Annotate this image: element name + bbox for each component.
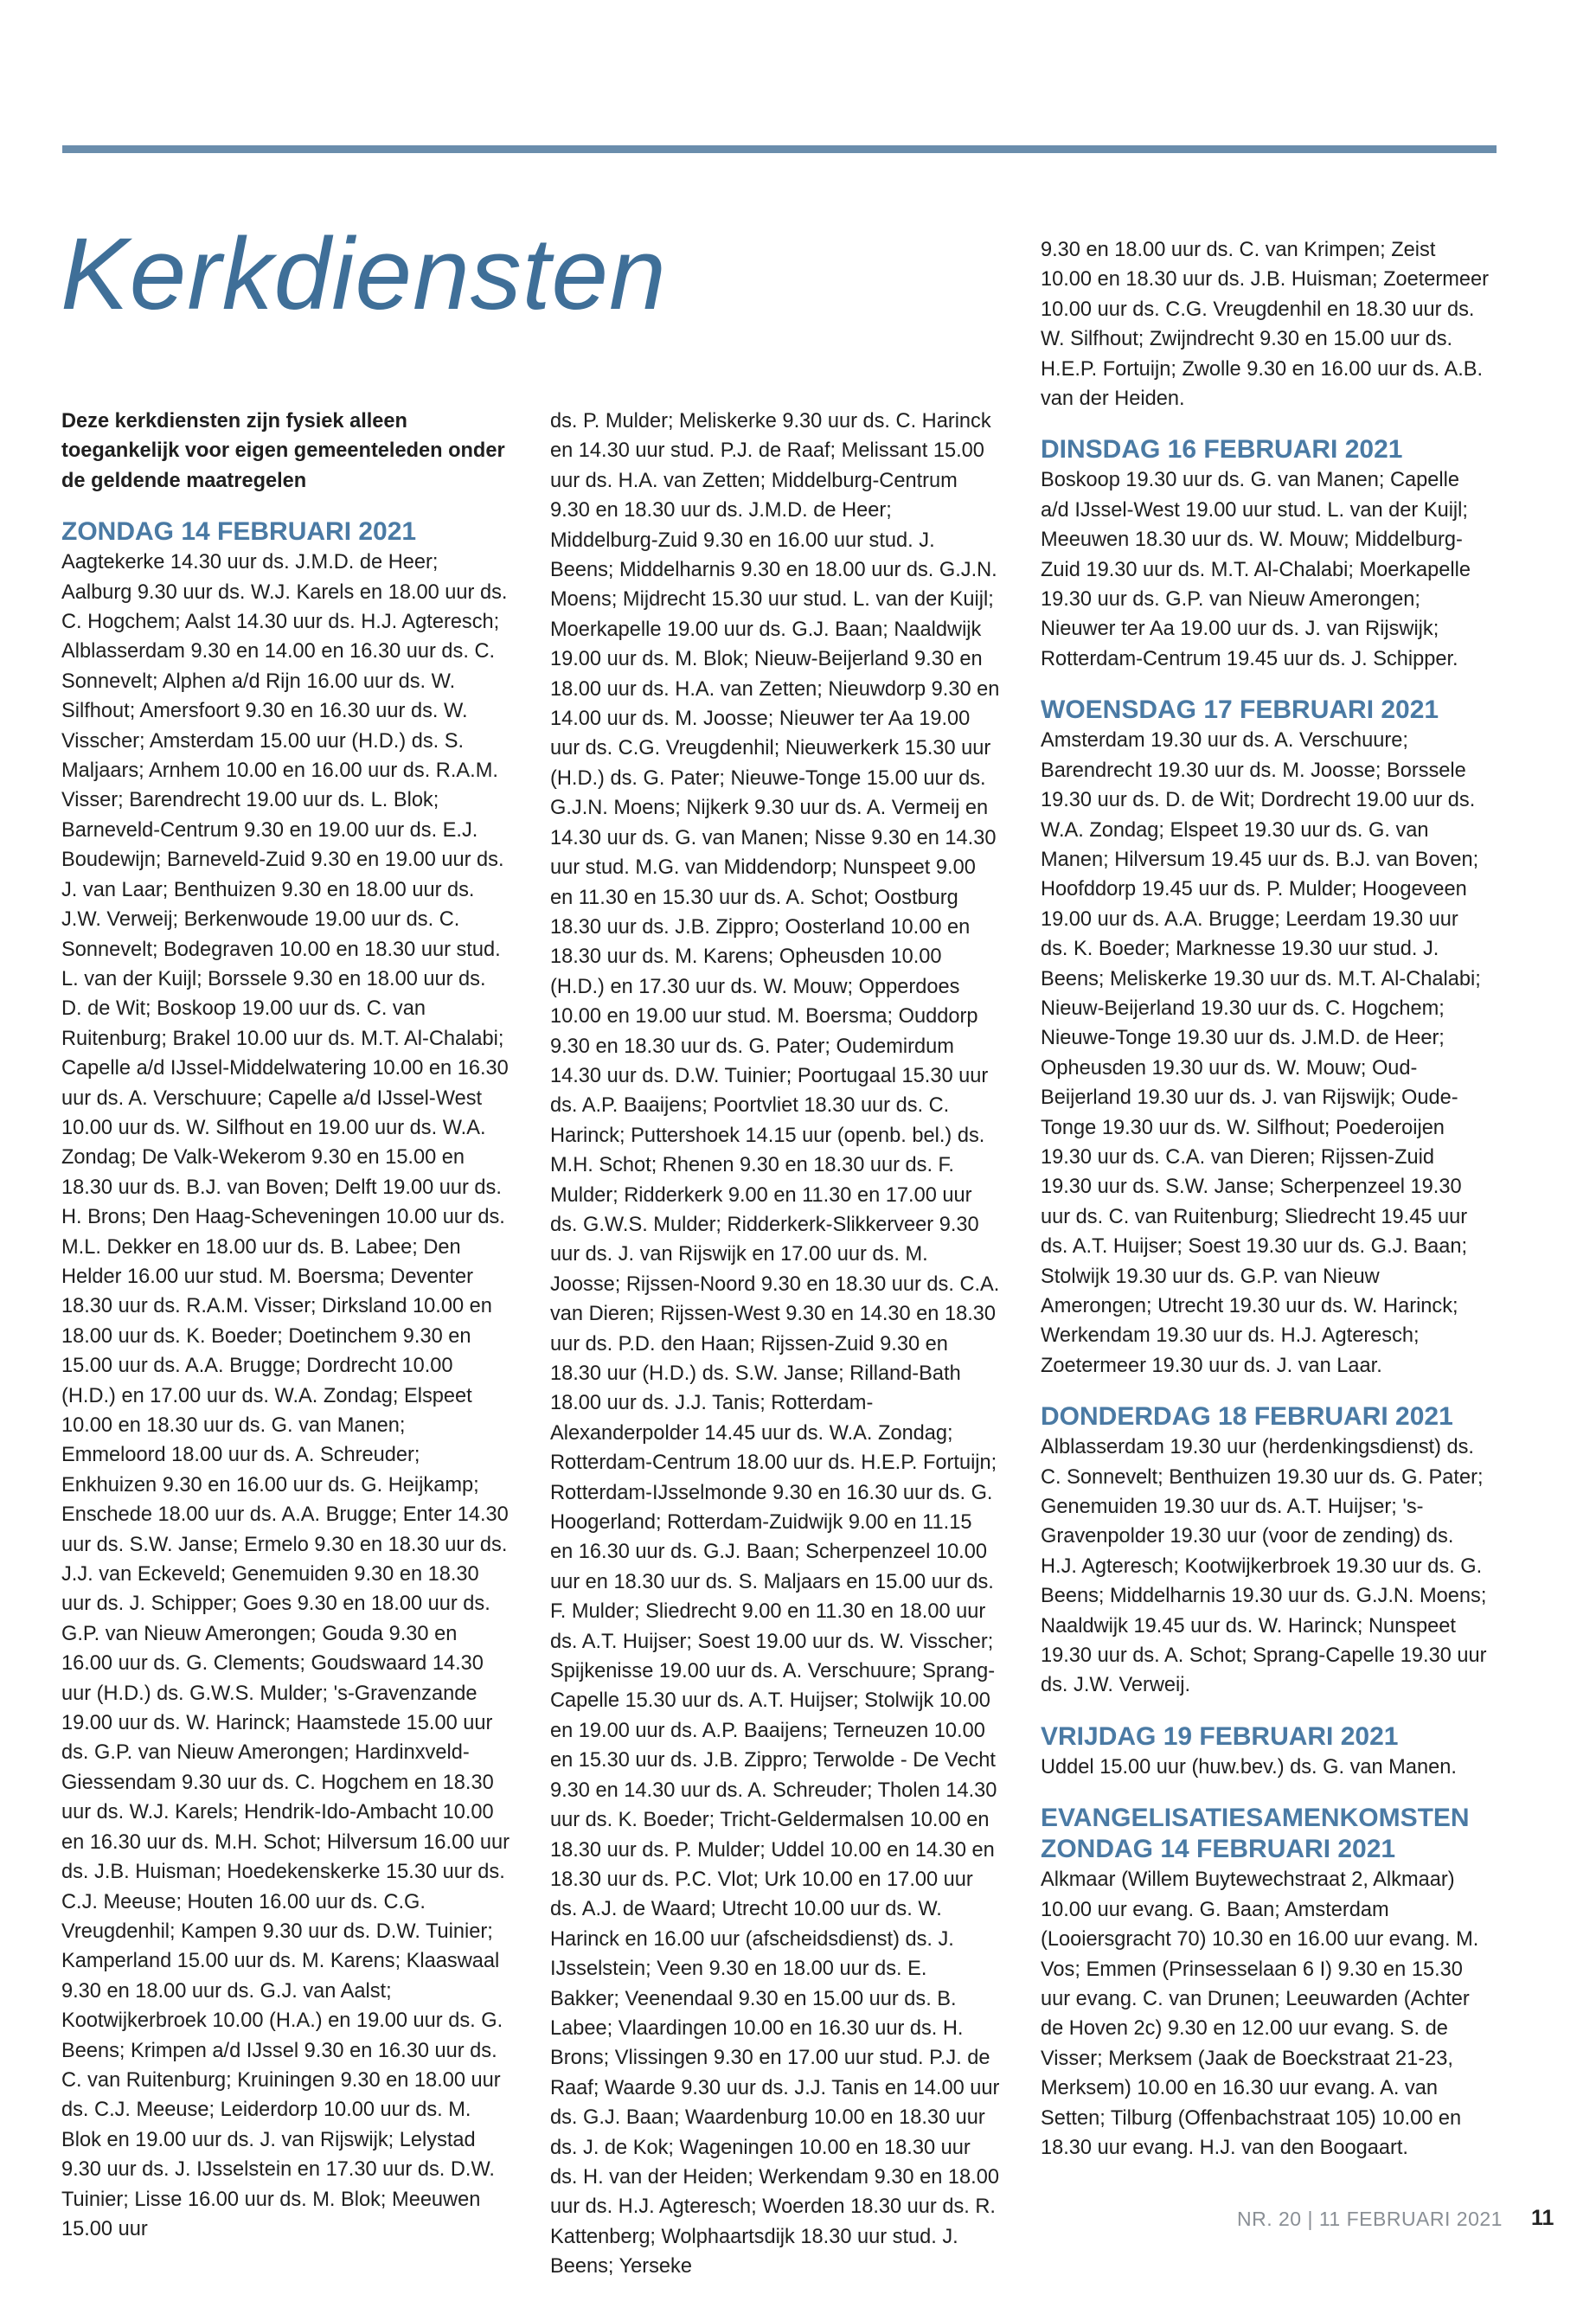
section-heading-thursday: DONDERDAG 18 FEBRUARI 2021 (1041, 1402, 1453, 1432)
section-heading-sunday: ZONDAG 14 FEBRUARI 2021 (61, 517, 417, 547)
top-rule (62, 145, 1497, 153)
section-text-sunday-continued: ds. P. Mulder; Meliskerke 9.30 uur ds. C. Harinck en 14.30 uur stud. P.J. de Raaf; Melissant 15.00 uur ds. H.A. van Zetten; Middelburg-Centrum 9.30 en 18.30 uur ds. J.M.D. de Heer; Middelburg-Zuid 9.30 en 16.00 uur stud. J. Beens; Middelharnis 9.30 en 18.00 uur ds. G.J.N. Moens; Mijdrecht 15.30 uur stud. L. van der Kuijl; Moerkapelle 19.00 uur ds. G.J. Baan; Naaldwijk 19.00 uur ds. M. Blok; Nieuw-Beijerland 9.30 en 18.00 uur ds. H.A. van Zetten; Nieuwdorp 9.30 en 14.00 uur ds. M. Joosse; Nieuwer ter Aa 19.00 uur ds. C.G. Vreugdenhil; Nieuwerkerk 15.30 uur (H.D.) ds. G. Pater; Nieuwe-Tonge 15.00 uur ds. G.J.N. Moens; Nijkerk 9.30 uur ds. A. Vermeij en 14.30 uur ds. G. van Manen; Nisse 9.30 en 14.30 uur stud. M.G. van Middendorp; Nunspeet 9.00 en 11.30 en 15.30 uur ds. A. Schot; Oostburg 18.30 uur ds. J.B. Zippro; Oosterland 10.00 en 18.30 uur ds. M. Karens; Opheusden 10.00 (H.D.) en 17.30 uur ds. W. Mouw; Opperdoes 10.00 en 19.00 uur stud. M. Boersma; Ouddorp 9.30 en 18.30 uur ds. G. Pater; Oudemirdum 14.30 uur ds. D.W. Tuinier; Poortugaal 15.30 uur ds. A.P. Baaijens; Poortvliet 18.30 uur ds. C. Harinck; Puttershoek 14.15 uur (openb. bel.) ds. M.H. Schot; Rhenen 9.30 en 18.30 uur ds. F. Mulder; Ridderkerk 9.00 en 11.30 en 17.00 uur ds. G.W.S. Mulder; Ridderkerk-Slikkerveer 9.30 uur ds. J. van Rijswijk en 17.00 uur ds. M. Joosse; Rijssen-Noord 9.30 en 18.30 uur ds. C.A. van Dieren; Rijssen-West 9.30 en 14.30 en 18.30 uur ds. P.D. den Haan; Rijssen-Zuid 9.30 en 18.30 uur (H.D.) ds. S.W. Janse; Rilland-Bath 18.00 uur ds. J.J. Tanis; Rotterdam-Alexanderpolder 14.45 uur ds. W.A. Zondag; Rotterdam-Centrum 18.00 uur ds. H.E.P. Fortuijn; Rotterdam-IJsselmonde 9.30 en 16.30 uur ds. G. Hoogerland; Rotterdam-Zuidwijk 9.00 en 11.15 en 16.30 uur ds. G.J. Baan; Scherpenzeel 10.00 uur en 18.30 uur ds. S. Maljaars en 15.00 uur ds. F. Mulder; Sliedrecht 9.00 en 11.30 en 18.00 uur ds. A.T. Huijser; Soest 19.00 uur ds. W. Visscher; Spijkenisse 19.00 uur ds. A. Verschuure; Sprang-Capelle 15.30 uur ds. A.T. Huijser; Stolwijk 10.00 en 19.00 uur ds. A.P. Baaijens; Terneuzen 10.00 en 15.30 uur ds. J.B. Zippro; Terwolde - De Vecht 9.30 en 14.30 uur ds. A. Schreuder; Tholen 14.30 uur ds. K. Boeder; Tricht-Geldermalsen 10.00 en 18.30 uur ds. P. Mulder; Uddel 10.00 en 14.30 en 18.30 uur ds. P.C. Vlot; Urk 10.00 en 17.00 uur ds. A.J. de Waard; Utrecht 10.00 uur ds. W. Harinck en 16.00 uur (afscheidsdienst) ds. J. IJsselstein; Veen 9.30 en 18.00 uur ds. E. Bakker; Veenendaal 9.30 en 15.00 uur ds. B. Labee; Vlaardingen 10.00 en 16.30 uur ds. H. Brons; Vlissingen 9.30 en 17.00 uur stud. P.J. de Raaf; Waarde 9.30 uur ds. J.J. Tanis en 14.00 uur ds. G.J. Baan; Waardenburg 10.00 en 18.30 uur ds. J. de Kok; Wageningen 10.00 en 18.30 uur ds. H. van der Heiden; Werkendam 9.30 en 18.00 uur ds. H.J. Agteresch; Woerden 18.30 uur ds. R. Kattenberg; Wolphaartsdijk 18.30 uur stud. J. Beens; Yerseke (550, 410, 1000, 2279)
page-number: 11 (1531, 2206, 1554, 2230)
section-text-wednesday: Amsterdam 19.30 uur ds. A. Verschuure; Barendrecht 19.30 uur ds. M. Joosse; Borssele 19.30 uur ds. D. de Wit; Dordrecht 19.00 uur ds. W.A. Zondag; Elspeet 19.30 uur ds. G. van Manen; Hilversum 19.45 uur ds. B.J. van Boven; Hoofddorp 19.45 uur ds. P. Mulder; Hoogeveen 19.00 uur ds. A.A. Brugge; Leerdam 19.30 uur ds. K. Boeder; Marknesse 19.30 uur stud. J. Beens; Meliskerke 19.30 uur ds. M.T. Al-Chalabi; Nieuw-Beijerland 19.30 uur ds. C. Hogchem; Nieuwe-Tonge 19.30 uur ds. J.M.D. de Heer; Opheusden 19.30 uur ds. W. Mouw; Oud-Beijerland 19.30 uur ds. J. van Rijswijk; Oude-Tonge 19.30 uur ds. W. Silfhout; Poederoijen 19.30 uur ds. C.A. van Dieren; Rijssen-Zuid 19.30 uur ds. S.W. Janse; Scherpenzeel 19.30 uur ds. C. van Ruitenburg; Sliedrecht 19.45 uur ds. A.T. Huijser; Soest 19.30 uur ds. G.J. Baan; Stolwijk 19.30 uur ds. G.P. van Nieuw Amerongen; Utrecht 19.30 uur ds. W. Harinck; Werkendam 19.30 uur ds. H.J. Agteresch; Zoetermeer 19.30 uur ds. J. van Laar. (1041, 729, 1481, 1377)
section-heading-wednesday: WOENSDAG 17 FEBRUARI 2021 (1041, 695, 1439, 725)
section-heading-friday: VRIJDAG 19 FEBRUARI 2021 (1041, 1721, 1399, 1751)
column-1 (61, 407, 511, 2244)
section-text-tuesday: Boskoop 19.30 uur ds. G. van Manen; Capelle a/d IJssel-West 19.00 uur stud. L. van der Kuijl; Meeuwen 18.30 uur ds. W. Mouw; Middelburg-Zuid 19.30 uur ds. M.T. Al-Chalabi; Moerkapelle 19.30 uur ds. G.P. van Nieuw Amerongen; Nieuwer ter Aa 19.00 uur ds. J. van Rijswijk; Rotterdam-Centrum 19.45 uur ds. J. Schipper. (1041, 469, 1471, 670)
section-text-evangelisation: Alkmaar (Willem Buytewechstraat 2, Alkmaar) 10.00 uur evang. G. Baan; Amsterdam (Looiersgracht 70) 10.30 en 16.00 uur evang. M. Vos; Emmen (Prinsesselaan 6 I) 9.30 en 15.30 uur evang. C. van Drunen; Leeuwarden (Achter de Hoven 2c) 9.30 en 12.00 uur evang. S. de Visser; Merksem (Jaak de Boeckstraat 21-23, Merksem) 10.00 en 16.30 uur evang. A. van Setten; Tilburg (Offenbachstraat 105) 10.00 en 18.30 uur evang. H.J. van den Boogaart. (1041, 1868, 1479, 2159)
intro-text: Deze kerkdiensten zijn fysiek alleen toegankelijk voor eigen gemeenteleden onder de geldende maatregelen (61, 410, 505, 492)
section-heading-evangelisation: EVANGELISATIESAMENKOMSTEN ZONDAG 14 FEBRUARI 2021 (1041, 1804, 1470, 1864)
section-text-sunday-end: 9.30 en 18.00 uur ds. C. van Krimpen; Zeist 10.00 en 18.30 uur ds. J.B. Huisman; Zoetermeer 10.00 uur ds. C.G. Vreugdenhil en 18.30 uur ds. W. Silfhout; Zwijndrecht 9.30 en 15.00 uur ds. H.E.P. Fortuijn; Zwolle 9.30 en 16.00 uur ds. A.B. van der Heiden. (1041, 239, 1490, 411)
section-heading-tuesday: DINSDAG 16 FEBRUARI 2021 (1041, 435, 1403, 465)
issue-info: NR. 20 | 11 FEBRUARI 2021 (1237, 2208, 1503, 2230)
column-2 (550, 407, 1000, 2282)
column-3 (1041, 235, 1490, 2163)
section-text-sunday: Aagtekerke 14.30 uur ds. J.M.D. de Heer; Aalburg 9.30 uur ds. W.J. Karels en 18.00 uur ds. C. Hogchem; Aalst 14.30 uur ds. H.J. Agteresch; Alblasserdam 9.30 en 14.00 en 16.30 uur ds. C. Sonnevelt; Alphen a/d Rijn 16.00 uur ds. W. Silfhout; Amersfoort 9.30 en 16.30 uur ds. W. Visscher; Amsterdam 15.00 uur (H.D.) ds. S. Maljaars; Arnhem 10.00 en 16.00 uur ds. R.A.M. Visser; Barendrecht 19.00 uur ds. L. Blok; Barneveld-Centrum 9.30 en 19.00 uur ds. E.J. Boudewijn; Barneveld-Zuid 9.30 en 19.00 uur ds. J. van Laar; Benthuizen 9.30 en 18.00 uur ds. J.W. Verweij; Berkenwoude 19.00 uur ds. C. Sonnevelt; Bodegraven 10.00 en 18.30 uur stud. L. van der Kuijl; Borssele 9.30 en 18.00 uur ds. D. de Wit; Boskoop 19.00 uur ds. C. van Ruitenburg; Brakel 10.00 uur ds. M.T. Al-Chalabi; Capelle a/d IJssel-Middelwatering 10.00 en 16.30 uur ds. A. Verschuure; Capelle a/d IJssel-West 10.00 uur ds. W. Silfhout en 19.00 uur ds. W.A. Zondag; De Valk-Wekerom 9.30 en 15.00 en 18.30 uur ds. B.J. van Boven; Delft 19.00 uur ds. H. Brons; Den Haag-Scheveningen 10.00 uur ds. M.L. Dekker en 18.00 uur ds. B. Labee; Den Helder 16.00 uur stud. M. Boersma; Deventer 18.30 uur ds. R.A.M. Visser; Dirksland 10.00 en 18.00 uur ds. K. Boeder; Doetinchem 9.30 en 15.00 uur ds. A.A. Brugge; Dordrecht 10.00 (H.D.) en 17.00 uur ds. W.A. Zondag; Elspeet 10.00 en 18.30 uur ds. G. van Manen; Emmeloord 18.00 uur ds. A. Schreuder; Enkhuizen 9.30 en 16.00 uur ds. G. Heijkamp; Enschede 18.00 uur ds. A.A. Brugge; Enter 14.30 uur ds. S.W. Janse; Ermelo 9.30 en 18.30 uur ds. J.J. van Eckeveld; Genemuiden 9.30 en 18.30 uur ds. J. Schipper; Goes 9.30 en 18.00 uur ds. G.P. van Nieuw Amerongen; Gouda 9.30 en 16.00 uur ds. G. Clements; Goudswaard 14.30 uur (H.D.) ds. G.W.S. Mulder; 's-Gravenzande 19.00 uur ds. W. Harinck; Haamstede 15.00 uur ds. G.P. van Nieuw Amerongen; Hardinxveld-Giessendam 9.30 uur ds. C. Hogchem en 18.30 uur ds. W.J. Karels; Hendrik-Ido-Ambacht 10.00 en 16.30 uur ds. M.H. Schot; Hilversum 16.00 uur ds. J.B. Huisman; Hoedekenskerke 15.30 uur ds. C.J. Meeuse; Houten 16.00 uur ds. C.G. Vreugdenhil; Kampen 9.30 uur ds. D.W. Tuinier; Kamperland 15.00 uur ds. M. Karens; Klaaswaal 9.30 en 18.00 uur ds. G.J. van Aalst; Kootwijkerbroek 10.00 (H.A.) en 19.00 uur ds. G. Beens; Krimpen a/d IJssel 9.30 en 16.30 uur ds. C. van Ruitenburg; Kruiningen 9.30 en 18.00 uur ds. C.J. Meeuse; Leiderdorp 10.00 uur ds. M. Blok en 19.00 uur ds. J. van Rijswijk; Lelystad 9.30 uur ds. J. IJsselstein en 17.30 uur ds. D.W. Tuinier; Lisse 16.00 uur ds. M. Blok; Meeuwen 15.00 uur (61, 551, 510, 2240)
section-text-thursday: Alblasserdam 19.30 uur (herdenkingsdienst) ds. C. Sonnevelt; Benthuizen 19.30 uur ds. G. Pater; Genemuiden 19.30 uur ds. A.T. Huijser; 's-Gravenpolder 19.30 uur (voor de zending) ds. H.J. Agteresch; Kootwijkerbroek 19.30 uur ds. G. Beens; Middelharnis 19.30 uur ds. G.J.N. Moens; Naaldwijk 19.45 uur ds. W. Harinck; Nunspeet 19.30 uur ds. A. Schot; Sprang-Capelle 19.30 uur ds. J.W. Verweij. (1041, 1436, 1487, 1697)
section-text-friday: Uddel 15.00 uur (huw.bev.) ds. G. van Manen. (1041, 1755, 1457, 1779)
page-title: Kerkdiensten (61, 217, 667, 331)
